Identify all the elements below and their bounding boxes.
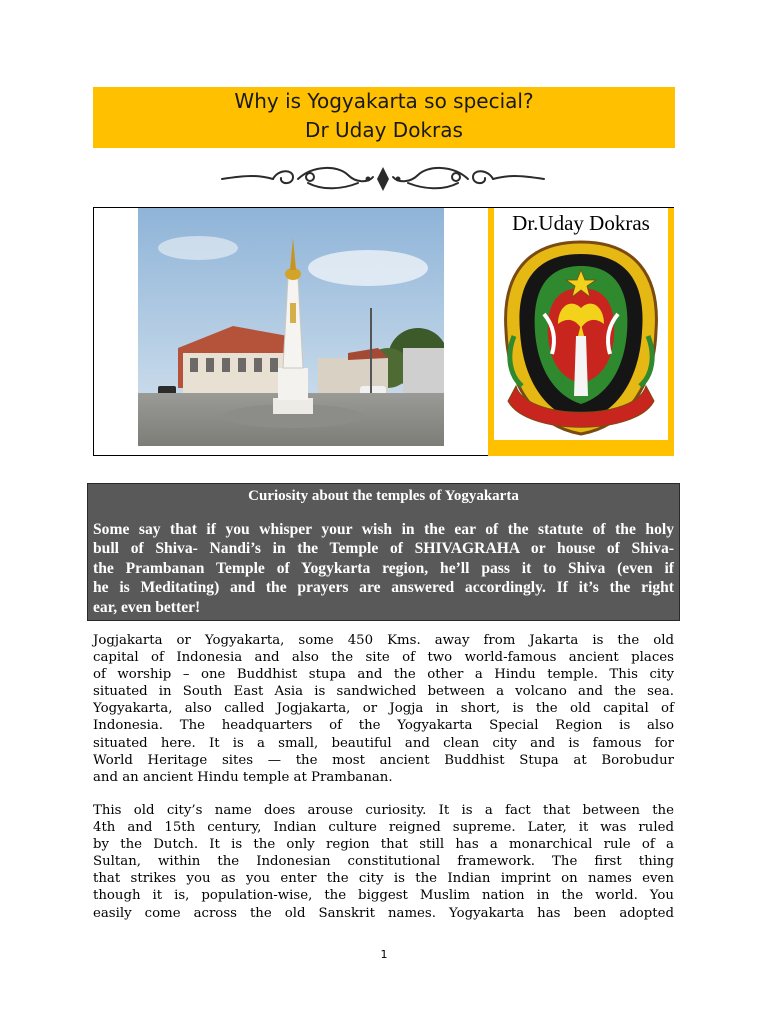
paragraph-line: Indonesia. The headquarters of the Yogyakarta Special Region is also	[93, 718, 674, 734]
paragraph-line: World Heritage sites — the most ancient Buddhist Stupa at Borobudur	[93, 752, 674, 768]
ornamental-divider	[218, 163, 548, 195]
yogyakarta-crest-emblem	[496, 236, 666, 438]
paragraph-line: though it is, population-wise, the biggest Muslim nation in the world. You	[93, 888, 674, 904]
paragraph-line: of worship – one Buddhist stupa and the other a Hindu temple. This city	[93, 667, 674, 683]
page-number: 1	[380, 948, 388, 961]
paragraph-line: capital of Indonesia and also the site of two world-famous ancient places	[93, 650, 674, 666]
paragraph-line: 4th and 15th century, Indian culture reigned supreme. Later, it was ruled	[93, 820, 674, 836]
paragraph-line: This old city’s name does arouse curiosity. It is a fact that between the	[93, 803, 674, 818]
callout-line: Some say that if you whisper your wish in the ear of the statute of the holy	[93, 521, 674, 538]
body-paragraph-1	[93, 632, 674, 786]
logo-author-name: Dr.Uday Dokras	[512, 211, 650, 235]
callout-line: he is Meditating) and the prayers are answered accordingly. If it’s the right	[93, 579, 674, 597]
paragraph-line: Sultan, within the Indonesian constitutional framework. The first thing	[93, 854, 674, 870]
callout-line: the Prambanan Temple of Yogykarta region, he’ll pass it to Shiva (even if	[93, 559, 674, 577]
page-subtitle-author: Dr Uday Dokras	[305, 118, 463, 142]
curiosity-callout-box	[87, 483, 680, 621]
page-title: Why is Yogyakarta so special?	[234, 89, 534, 113]
paragraph-line: and an ancient Hindu temple at Prambanan.	[93, 769, 393, 785]
callout-line: ear, even better!	[93, 598, 201, 616]
callout-body	[93, 520, 674, 617]
callout-heading: Curiosity about the temples of Yogyakarta	[248, 488, 519, 504]
paragraph-line: situated here. It is a small, beautiful and clean city and is famous for	[93, 735, 674, 751]
callout-line: bull of Shiva- Nandi’s in the Temple of SHIVAGRAHA or house of Shiva-	[93, 540, 674, 558]
paragraph-line: situated in South East Asia is sandwiched between a volcano and the sea.	[93, 684, 674, 700]
title-banner	[93, 87, 675, 148]
tugu-monument-photo	[138, 208, 444, 446]
paragraph-line: easily come across the old Sanskrit names. Yogyakarta has been adopted	[93, 905, 674, 921]
paragraph-line: that strikes you as you enter the city is the Indian imprint on names even	[93, 871, 674, 887]
paragraph-line: Yogyakarta, also called Jogjakarta, or Jogja in short, is the old capital of	[93, 701, 674, 717]
paragraph-line: by the Dutch. It is the only region that still has a monarchical rule of a	[93, 837, 674, 853]
body-paragraph-2	[93, 802, 674, 922]
paragraph-line: Jogjakarta or Yogyakarta, some 450 Kms. away from Jakarta is the old	[93, 633, 674, 648]
